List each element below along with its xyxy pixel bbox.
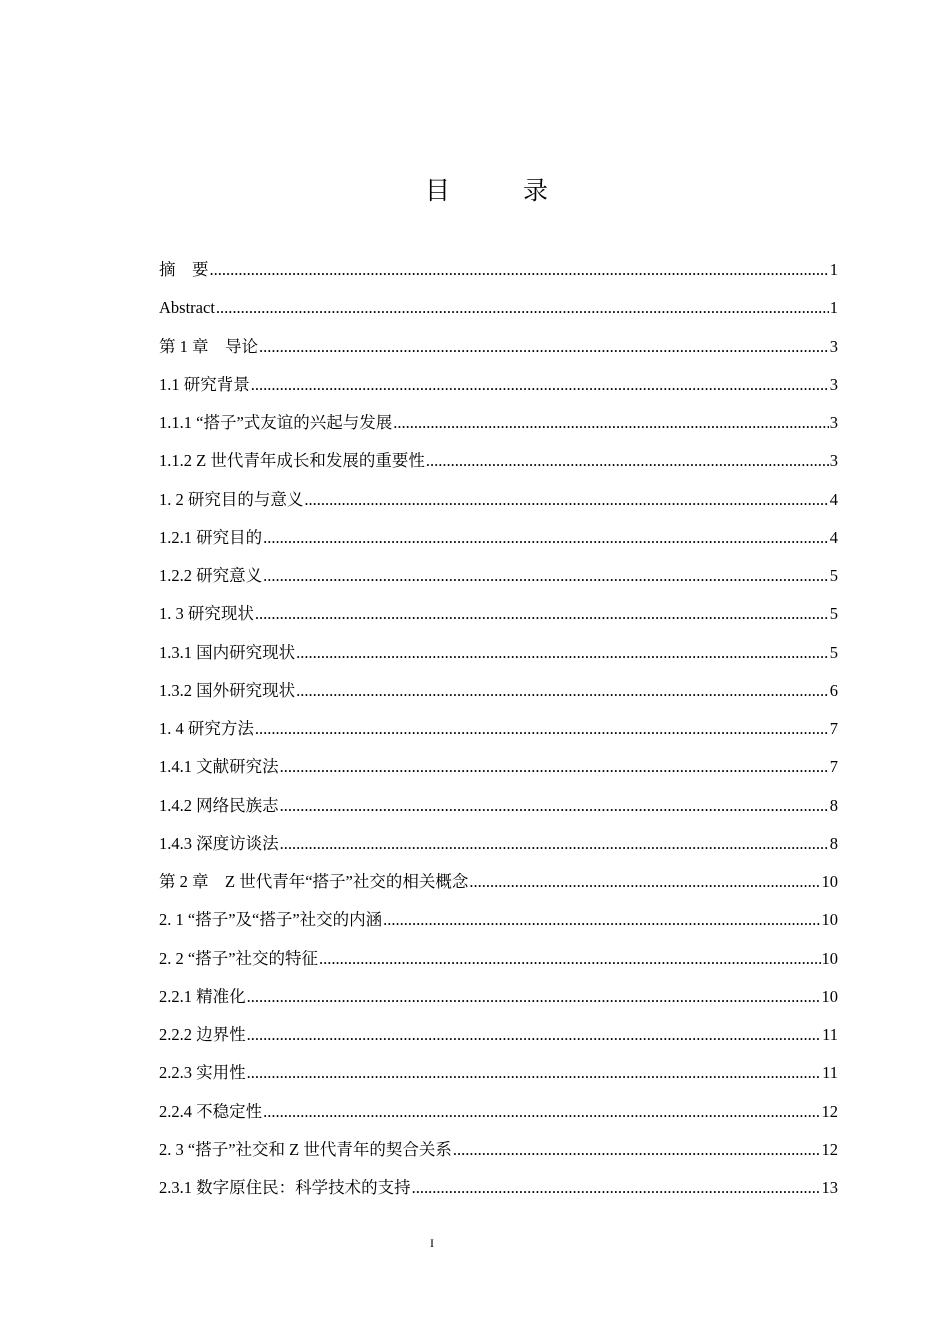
toc-dot-leader <box>259 335 829 359</box>
toc-entry-label: 1.3.2 国外研究现状 <box>159 680 296 700</box>
toc-entry[interactable] <box>159 832 838 870</box>
toc-dot-leader <box>216 296 829 320</box>
table-of-contents <box>159 258 838 1214</box>
toc-dot-leader <box>280 794 829 818</box>
toc-entry-label: 1.3.1 国内研究现状 <box>159 642 296 662</box>
toc-dot-leader <box>383 908 820 932</box>
toc-dot-leader <box>453 1138 821 1162</box>
toc-entry[interactable] <box>159 373 838 411</box>
toc-entry-page: 12 <box>821 1101 838 1121</box>
toc-entry[interactable] <box>159 258 838 296</box>
toc-entry-label: 1.4.3 深度访谈法 <box>159 833 279 853</box>
toc-entry[interactable] <box>159 755 838 793</box>
toc-entry[interactable] <box>159 1138 838 1176</box>
toc-entry-label: 摘 要 <box>159 260 209 279</box>
toc-dot-leader <box>304 488 828 512</box>
toc-entry-page: 7 <box>829 757 838 777</box>
toc-dot-leader <box>263 1100 820 1124</box>
toc-entry-label: Abstract <box>159 298 215 318</box>
toc-entry[interactable] <box>159 641 838 679</box>
toc-entry-page: 11 <box>822 1063 838 1083</box>
toc-entry-page: 7 <box>829 719 838 738</box>
toc-entry-page: 8 <box>829 833 838 853</box>
toc-entry-page: 5 <box>829 642 838 662</box>
page-number: I <box>430 1236 434 1250</box>
toc-entry-page: 12 <box>821 1139 838 1159</box>
toc-dot-leader <box>426 449 829 473</box>
toc-entry[interactable] <box>159 602 838 640</box>
toc-entry-page: 10 <box>821 986 838 1006</box>
toc-dot-leader <box>296 679 829 703</box>
toc-entry-label: 1.4.1 文献研究法 <box>159 757 279 777</box>
toc-entry[interactable] <box>159 564 838 602</box>
toc-entry[interactable] <box>159 679 838 717</box>
toc-entry[interactable] <box>159 1061 838 1099</box>
toc-entry[interactable] <box>159 947 838 985</box>
toc-entry-label: 1.2.1 研究目的 <box>159 527 263 547</box>
toc-entry-page: 5 <box>829 566 838 585</box>
toc-dot-leader <box>247 1061 821 1085</box>
toc-dot-leader <box>280 755 829 779</box>
toc-entry[interactable] <box>159 1176 838 1214</box>
toc-entry-page: 4 <box>829 489 838 509</box>
toc-entry-page: 1 <box>829 260 838 279</box>
toc-entry-label: 1. 3 研究现状 <box>159 604 254 624</box>
toc-dot-leader <box>412 1176 821 1200</box>
toc-entry-label: 2.2.3 实用性 <box>159 1063 246 1083</box>
toc-dot-leader <box>393 411 828 435</box>
toc-entry-label: 1. 2 研究目的与意义 <box>159 489 304 509</box>
toc-dot-leader <box>251 373 829 397</box>
toc-dot-leader <box>296 641 829 665</box>
toc-entry-page: 8 <box>829 795 838 815</box>
toc-entry-page: 11 <box>822 1025 838 1044</box>
toc-entry-label: 1.1 研究背景 <box>159 374 250 394</box>
toc-dot-leader <box>319 947 820 971</box>
toc-entry-label: 1.1.1 “搭子”式友谊的兴起与发展 <box>159 413 393 432</box>
toc-entry[interactable] <box>159 526 838 564</box>
toc-dot-leader <box>263 526 829 550</box>
toc-entry-page: 10 <box>821 910 838 930</box>
toc-entry-label: 第 2 章 Z 世代青年“搭子”社交的相关概念 <box>159 872 469 891</box>
toc-dot-leader <box>255 717 829 741</box>
toc-entry-page: 1 <box>829 298 838 318</box>
toc-entry-page: 3 <box>829 336 838 356</box>
toc-entry-page: 3 <box>829 451 838 471</box>
toc-entry-page: 10 <box>821 948 838 968</box>
toc-entry-page: 10 <box>821 872 838 891</box>
toc-entry[interactable] <box>159 488 838 526</box>
toc-dot-leader <box>280 832 829 856</box>
toc-entry-page: 4 <box>829 527 838 547</box>
toc-entry-label: 2. 1 “搭子”及“搭子”社交的内涵 <box>159 910 383 930</box>
toc-entry[interactable] <box>159 717 838 755</box>
toc-entry[interactable] <box>159 335 838 373</box>
toc-entry-label: 1.1.2 Z 世代青年成长和发展的重要性 <box>159 451 425 471</box>
toc-entry[interactable] <box>159 1100 838 1138</box>
toc-entry-page: 5 <box>829 604 838 624</box>
toc-entry-label: 1.4.2 网络民族志 <box>159 795 279 815</box>
toc-entry-label: 2.3.1 数字原住民：科学技术的支持 <box>159 1178 411 1197</box>
toc-entry-label: 2.2.1 精准化 <box>159 986 246 1006</box>
toc-entry-label: 1. 4 研究方法 <box>159 719 254 738</box>
toc-entry[interactable] <box>159 908 838 946</box>
toc-dot-leader <box>247 985 821 1009</box>
toc-entry-page: 13 <box>821 1178 838 1197</box>
toc-entry[interactable] <box>159 794 838 832</box>
toc-entry-label: 1.2.2 研究意义 <box>159 566 263 585</box>
toc-entry[interactable] <box>159 1023 838 1061</box>
toc-dot-leader <box>210 258 829 282</box>
toc-entry-label: 第 1 章 导论 <box>159 336 258 356</box>
toc-entry[interactable] <box>159 411 838 449</box>
toc-entry[interactable] <box>159 985 838 1023</box>
toc-entry-label: 2.2.2 边界性 <box>159 1025 246 1044</box>
toc-entry-label: 2. 3 “搭子”社交和 Z 世代青年的契合关系 <box>159 1139 452 1159</box>
toc-entry-label: 2.2.4 不稳定性 <box>159 1101 263 1121</box>
toc-entry-label: 2. 2 “搭子”社交的特征 <box>159 948 319 968</box>
toc-entry-page: 3 <box>829 413 838 432</box>
toc-entry-page: 6 <box>829 680 838 700</box>
toc-dot-leader <box>469 870 820 894</box>
toc-entry[interactable] <box>159 870 838 908</box>
page-title: 目 录 <box>424 176 572 205</box>
toc-dot-leader <box>255 602 829 626</box>
toc-dot-leader <box>247 1023 821 1047</box>
toc-entry-page: 3 <box>829 374 838 394</box>
toc-entry[interactable] <box>159 449 838 487</box>
toc-entry[interactable] <box>159 296 838 334</box>
toc-dot-leader <box>263 564 829 588</box>
